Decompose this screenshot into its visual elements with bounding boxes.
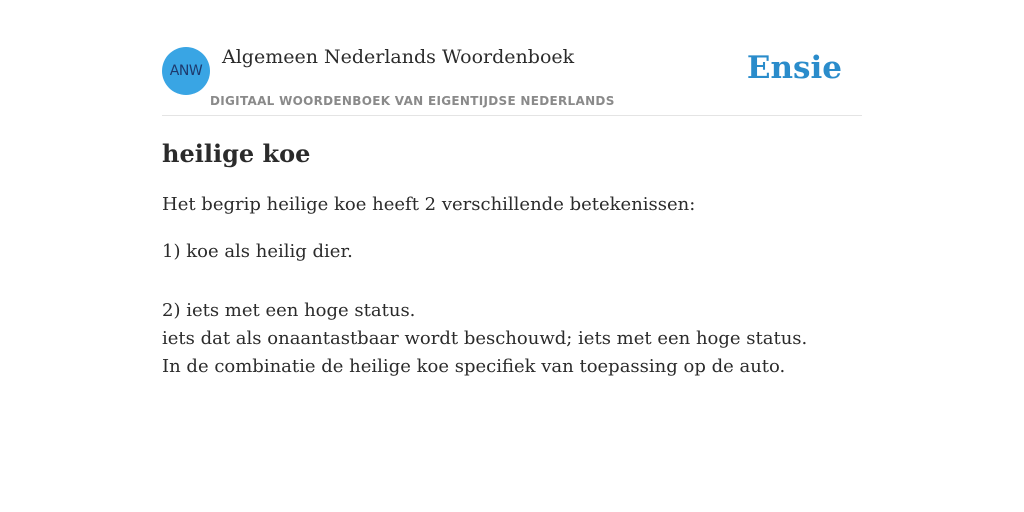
page-container [162, 0, 862, 377]
header [162, 0, 862, 116]
meaning-line: In de combinatie de heilige koe specifiek van toepassing op de auto. [162, 356, 786, 377]
meaning-1 [162, 241, 353, 262]
meaning-2 [162, 297, 807, 381]
anw-logo[interactable] [162, 47, 210, 95]
site-title[interactable]: Algemeen Nederlands Woordenboek [222, 46, 575, 68]
meaning-line: 2) iets met een hoge status. [162, 300, 416, 321]
meaning-line: iets dat als onaantastbaar wordt beschouwd; iets met een hoge status. [162, 328, 808, 349]
meaning-line: 1) koe als heilig dier. [162, 241, 353, 262]
logo-text: ANW [169, 63, 203, 79]
entry-term: heilige koe [162, 139, 311, 168]
entry-intro: Het begrip heilige koe heeft 2 verschillende betekenissen: [162, 194, 696, 215]
ensie-brand-link[interactable]: Ensie [746, 50, 842, 86]
site-subtitle: DIGITAAL WOORDENBOEK VAN EIGENTIJDSE NEDERLANDS [210, 94, 615, 108]
